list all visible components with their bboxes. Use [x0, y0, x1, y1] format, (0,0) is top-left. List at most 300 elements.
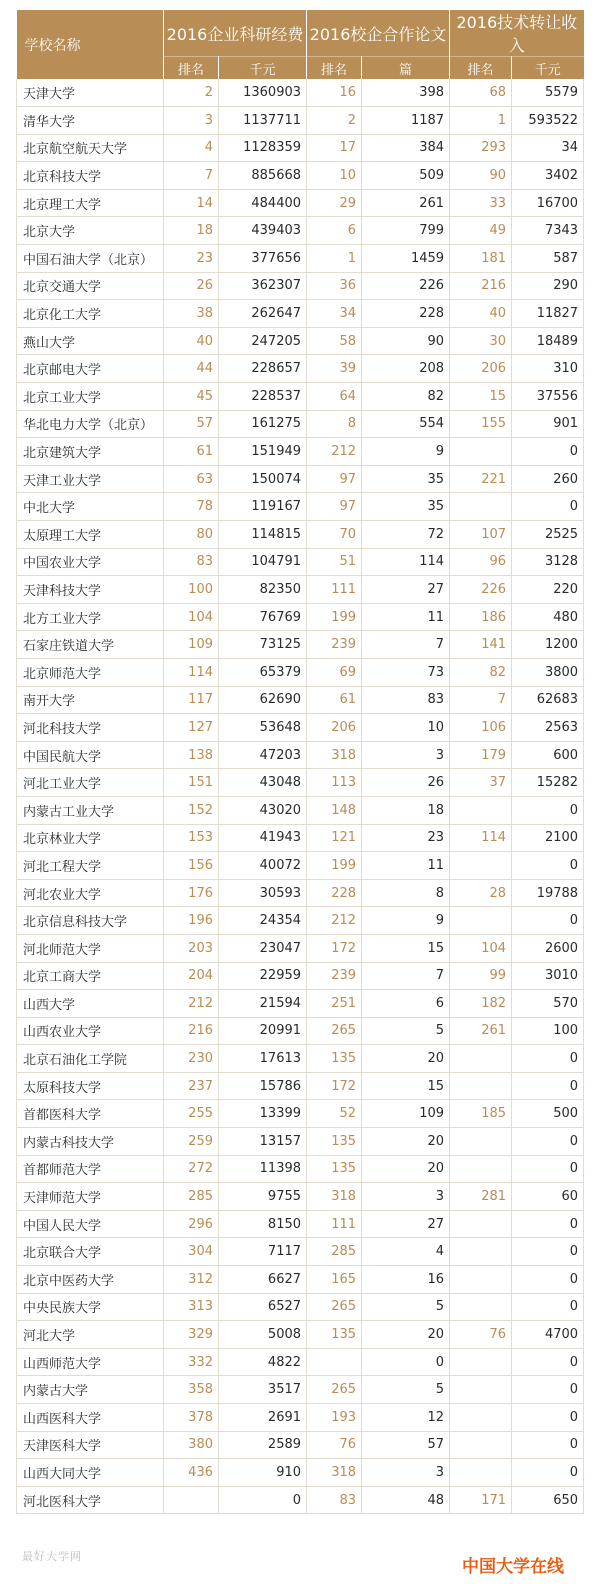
paper-count-cell: 109 — [362, 1100, 450, 1128]
funding-value-cell: 262647 — [219, 300, 307, 328]
paper-rank-cell: 113 — [307, 769, 362, 797]
table-row — [17, 1348, 584, 1376]
funding-value-cell: 7117 — [219, 1238, 307, 1266]
transfer-rank-cell: 185 — [450, 1100, 512, 1128]
table-row — [17, 1293, 584, 1321]
paper-rank-cell: 206 — [307, 714, 362, 742]
paper-count-cell: 20 — [362, 1321, 450, 1349]
funding-rank-cell: 196 — [164, 907, 219, 935]
paper-count-cell: 23 — [362, 824, 450, 852]
funding-rank-cell: 255 — [164, 1100, 219, 1128]
transfer-value-cell: 18489 — [512, 327, 584, 355]
paper-rank-cell: 148 — [307, 796, 362, 824]
header-cooperation-papers: 2016校企合作论文 — [307, 10, 450, 57]
transfer-rank-cell — [450, 1266, 512, 1294]
transfer-rank-cell — [450, 438, 512, 466]
transfer-value-cell: 260 — [512, 465, 584, 493]
transfer-value-cell: 2525 — [512, 521, 584, 549]
table-row — [17, 852, 584, 880]
transfer-value-cell: 19788 — [512, 879, 584, 907]
funding-rank-cell: 61 — [164, 438, 219, 466]
transfer-rank-cell — [450, 1155, 512, 1183]
transfer-value-cell: 500 — [512, 1100, 584, 1128]
funding-value-cell: 0 — [219, 1486, 307, 1514]
funding-rank-cell: 44 — [164, 355, 219, 383]
paper-count-cell: 228 — [362, 300, 450, 328]
transfer-rank-cell: 181 — [450, 245, 512, 273]
paper-count-cell: 83 — [362, 686, 450, 714]
transfer-value-cell: 600 — [512, 741, 584, 769]
transfer-value-cell: 62683 — [512, 686, 584, 714]
paper-rank-cell: 111 — [307, 576, 362, 604]
transfer-value-cell: 290 — [512, 272, 584, 300]
school-name-cell: 北京中医药大学 — [17, 1266, 164, 1294]
transfer-rank-cell: 261 — [450, 1017, 512, 1045]
paper-count-cell: 7 — [362, 962, 450, 990]
transfer-value-cell: 0 — [512, 1376, 584, 1404]
funding-rank-cell: 7 — [164, 162, 219, 190]
paper-count-cell: 27 — [362, 1210, 450, 1238]
transfer-rank-cell: 1 — [450, 107, 512, 135]
funding-rank-cell: 378 — [164, 1404, 219, 1432]
table-row — [17, 576, 584, 604]
funding-rank-cell: 212 — [164, 990, 219, 1018]
school-name-cell: 山西医科大学 — [17, 1404, 164, 1432]
paper-count-cell: 799 — [362, 217, 450, 245]
transfer-rank-cell: 99 — [450, 962, 512, 990]
school-name-cell: 山西大同大学 — [17, 1459, 164, 1487]
paper-rank-cell: 36 — [307, 272, 362, 300]
table-row — [17, 631, 584, 659]
funding-value-cell: 17613 — [219, 1045, 307, 1073]
funding-rank-cell: 109 — [164, 631, 219, 659]
paper-count-cell: 3 — [362, 1459, 450, 1487]
transfer-value-cell: 3010 — [512, 962, 584, 990]
school-name-cell: 天津科技大学 — [17, 576, 164, 604]
funding-rank-cell: 237 — [164, 1072, 219, 1100]
funding-rank-cell: 204 — [164, 962, 219, 990]
table-row — [17, 741, 584, 769]
table-row — [17, 1072, 584, 1100]
transfer-value-cell: 0 — [512, 1072, 584, 1100]
transfer-value-cell: 0 — [512, 1128, 584, 1156]
school-name-cell: 北京石油化工学院 — [17, 1045, 164, 1073]
table-row — [17, 1321, 584, 1349]
paper-rank-cell: 165 — [307, 1266, 362, 1294]
funding-value-cell: 9755 — [219, 1183, 307, 1211]
transfer-value-cell: 1200 — [512, 631, 584, 659]
transfer-rank-cell — [450, 493, 512, 521]
transfer-rank-cell — [450, 907, 512, 935]
school-name-cell: 北京师范大学 — [17, 658, 164, 686]
funding-value-cell: 114815 — [219, 521, 307, 549]
brand-logo: 中国大学在线 — [462, 1557, 564, 1577]
table-row — [17, 1100, 584, 1128]
school-name-cell: 河北医科大学 — [17, 1486, 164, 1514]
funding-value-cell: 43048 — [219, 769, 307, 797]
funding-rank-cell: 3 — [164, 107, 219, 135]
transfer-rank-cell: 96 — [450, 548, 512, 576]
paper-rank-cell: 97 — [307, 465, 362, 493]
paper-rank-cell: 251 — [307, 990, 362, 1018]
school-name-cell: 山西大学 — [17, 990, 164, 1018]
funding-rank-cell: 313 — [164, 1293, 219, 1321]
transfer-rank-cell: 40 — [450, 300, 512, 328]
transfer-value-cell: 60 — [512, 1183, 584, 1211]
table-row — [17, 1459, 584, 1487]
transfer-value-cell: 3402 — [512, 162, 584, 190]
funding-rank-cell: 304 — [164, 1238, 219, 1266]
paper-rank-cell: 212 — [307, 438, 362, 466]
paper-count-cell: 35 — [362, 465, 450, 493]
table-row — [17, 1376, 584, 1404]
transfer-value-cell: 100 — [512, 1017, 584, 1045]
table-header — [17, 10, 584, 79]
funding-value-cell: 30593 — [219, 879, 307, 907]
funding-value-cell: 43020 — [219, 796, 307, 824]
paper-count-cell: 27 — [362, 576, 450, 604]
funding-value-cell: 20991 — [219, 1017, 307, 1045]
transfer-rank-cell: 141 — [450, 631, 512, 659]
funding-value-cell: 119167 — [219, 493, 307, 521]
paper-count-cell: 10 — [362, 714, 450, 742]
transfer-rank-cell: 49 — [450, 217, 512, 245]
funding-rank-cell: 176 — [164, 879, 219, 907]
funding-value-cell: 1137711 — [219, 107, 307, 135]
transfer-rank-cell: 186 — [450, 603, 512, 631]
paper-rank-cell: 64 — [307, 383, 362, 411]
school-name-cell: 河北科技大学 — [17, 714, 164, 742]
paper-count-cell: 12 — [362, 1404, 450, 1432]
paper-rank-cell: 111 — [307, 1210, 362, 1238]
school-name-cell: 华北电力大学（北京） — [17, 410, 164, 438]
school-name-cell: 天津工业大学 — [17, 465, 164, 493]
funding-value-cell: 40072 — [219, 852, 307, 880]
paper-count-cell: 57 — [362, 1431, 450, 1459]
paper-rank-cell: 69 — [307, 658, 362, 686]
funding-value-cell: 65379 — [219, 658, 307, 686]
table-row — [17, 1017, 584, 1045]
paper-count-cell: 15 — [362, 934, 450, 962]
school-name-cell: 河北工程大学 — [17, 852, 164, 880]
paper-count-cell: 11 — [362, 603, 450, 631]
paper-rank-cell: 199 — [307, 603, 362, 631]
paper-rank-cell: 135 — [307, 1321, 362, 1349]
paper-rank-cell: 97 — [307, 493, 362, 521]
table-row — [17, 1238, 584, 1266]
funding-value-cell: 1128359 — [219, 134, 307, 162]
paper-rank-cell: 135 — [307, 1045, 362, 1073]
transfer-rank-cell: 90 — [450, 162, 512, 190]
funding-value-cell: 21594 — [219, 990, 307, 1018]
table-body — [17, 79, 584, 1514]
school-name-cell: 天津大学 — [17, 79, 164, 107]
school-name-cell: 天津师范大学 — [17, 1183, 164, 1211]
paper-rank-cell: 265 — [307, 1017, 362, 1045]
paper-count-cell: 226 — [362, 272, 450, 300]
paper-count-cell: 3 — [362, 1183, 450, 1211]
table-row — [17, 493, 584, 521]
funding-rank-cell: 117 — [164, 686, 219, 714]
funding-rank-cell: 45 — [164, 383, 219, 411]
paper-rank-cell: 52 — [307, 1100, 362, 1128]
school-name-cell: 内蒙古科技大学 — [17, 1128, 164, 1156]
transfer-value-cell: 220 — [512, 576, 584, 604]
funding-value-cell: 13157 — [219, 1128, 307, 1156]
paper-count-cell: 73 — [362, 658, 450, 686]
paper-rank-cell: 121 — [307, 824, 362, 852]
school-name-cell: 太原科技大学 — [17, 1072, 164, 1100]
table-row — [17, 824, 584, 852]
funding-value-cell: 23047 — [219, 934, 307, 962]
school-name-cell: 北京科技大学 — [17, 162, 164, 190]
funding-value-cell: 24354 — [219, 907, 307, 935]
school-name-cell: 中北大学 — [17, 493, 164, 521]
transfer-value-cell: 587 — [512, 245, 584, 273]
table-row — [17, 1486, 584, 1514]
transfer-rank-cell: 15 — [450, 383, 512, 411]
table-row — [17, 189, 584, 217]
paper-rank-cell: 172 — [307, 934, 362, 962]
funding-value-cell: 1360903 — [219, 79, 307, 107]
transfer-value-cell: 593522 — [512, 107, 584, 135]
funding-value-cell: 8150 — [219, 1210, 307, 1238]
funding-rank-cell: 63 — [164, 465, 219, 493]
paper-count-cell: 5 — [362, 1293, 450, 1321]
funding-rank-cell: 57 — [164, 410, 219, 438]
paper-count-cell: 11 — [362, 852, 450, 880]
table-row — [17, 521, 584, 549]
transfer-rank-cell: 104 — [450, 934, 512, 962]
paper-rank-cell: 17 — [307, 134, 362, 162]
subheader-unit: 千元 — [219, 57, 307, 80]
paper-rank-cell: 239 — [307, 631, 362, 659]
school-name-cell: 北京信息科技大学 — [17, 907, 164, 935]
transfer-value-cell: 0 — [512, 493, 584, 521]
transfer-rank-cell: 281 — [450, 1183, 512, 1211]
funding-value-cell: 3517 — [219, 1376, 307, 1404]
paper-rank-cell: 51 — [307, 548, 362, 576]
paper-count-cell: 5 — [362, 1017, 450, 1045]
transfer-value-cell: 0 — [512, 438, 584, 466]
paper-count-cell: 26 — [362, 769, 450, 797]
transfer-rank-cell — [450, 1293, 512, 1321]
paper-count-cell: 18 — [362, 796, 450, 824]
transfer-value-cell: 310 — [512, 355, 584, 383]
school-name-cell: 清华大学 — [17, 107, 164, 135]
transfer-value-cell: 0 — [512, 852, 584, 880]
transfer-value-cell: 2100 — [512, 824, 584, 852]
table-row — [17, 134, 584, 162]
funding-value-cell: 2691 — [219, 1404, 307, 1432]
table-row — [17, 907, 584, 935]
transfer-value-cell: 570 — [512, 990, 584, 1018]
table-row — [17, 603, 584, 631]
paper-rank-cell: 265 — [307, 1376, 362, 1404]
transfer-value-cell: 0 — [512, 1459, 584, 1487]
transfer-rank-cell — [450, 1404, 512, 1432]
transfer-value-cell: 37556 — [512, 383, 584, 411]
table-row — [17, 355, 584, 383]
paper-count-cell: 8 — [362, 879, 450, 907]
paper-rank-cell: 70 — [307, 521, 362, 549]
paper-rank-cell: 39 — [307, 355, 362, 383]
school-name-cell: 北京邮电大学 — [17, 355, 164, 383]
transfer-rank-cell: 171 — [450, 1486, 512, 1514]
table-row — [17, 79, 584, 107]
paper-count-cell: 16 — [362, 1266, 450, 1294]
watermark-logo: 最好大学网 — [22, 1550, 82, 1563]
transfer-value-cell: 7343 — [512, 217, 584, 245]
paper-rank-cell: 6 — [307, 217, 362, 245]
funding-rank-cell: 26 — [164, 272, 219, 300]
school-name-cell: 首都医科大学 — [17, 1100, 164, 1128]
funding-rank-cell: 78 — [164, 493, 219, 521]
funding-value-cell: 47203 — [219, 741, 307, 769]
transfer-rank-cell — [450, 1376, 512, 1404]
paper-rank-cell: 135 — [307, 1128, 362, 1156]
paper-rank-cell: 10 — [307, 162, 362, 190]
paper-rank-cell: 29 — [307, 189, 362, 217]
table-row — [17, 107, 584, 135]
funding-rank-cell: 152 — [164, 796, 219, 824]
table-row — [17, 1183, 584, 1211]
transfer-value-cell: 5579 — [512, 79, 584, 107]
funding-value-cell: 150074 — [219, 465, 307, 493]
table-row — [17, 548, 584, 576]
funding-value-cell: 82350 — [219, 576, 307, 604]
paper-count-cell: 20 — [362, 1155, 450, 1183]
transfer-value-cell: 650 — [512, 1486, 584, 1514]
transfer-rank-cell — [450, 1348, 512, 1376]
school-name-cell: 北京交通大学 — [17, 272, 164, 300]
transfer-rank-cell: 107 — [450, 521, 512, 549]
school-name-cell: 北京航空航天大学 — [17, 134, 164, 162]
paper-count-cell: 509 — [362, 162, 450, 190]
transfer-rank-cell — [450, 1072, 512, 1100]
table-row — [17, 465, 584, 493]
transfer-value-cell: 901 — [512, 410, 584, 438]
funding-rank-cell — [164, 1486, 219, 1514]
school-name-cell: 中央民族大学 — [17, 1293, 164, 1321]
paper-count-cell: 15 — [362, 1072, 450, 1100]
paper-count-cell: 7 — [362, 631, 450, 659]
subheader-rank: 排名 — [307, 57, 362, 80]
transfer-value-cell: 3128 — [512, 548, 584, 576]
funding-rank-cell: 40 — [164, 327, 219, 355]
school-name-cell: 内蒙古工业大学 — [17, 796, 164, 824]
paper-count-cell: 5 — [362, 1376, 450, 1404]
school-name-cell: 北京工商大学 — [17, 962, 164, 990]
table-row — [17, 990, 584, 1018]
funding-rank-cell: 230 — [164, 1045, 219, 1073]
funding-rank-cell: 259 — [164, 1128, 219, 1156]
paper-count-cell: 261 — [362, 189, 450, 217]
funding-rank-cell: 23 — [164, 245, 219, 273]
school-name-cell: 石家庄铁道大学 — [17, 631, 164, 659]
funding-rank-cell: 114 — [164, 658, 219, 686]
table-row — [17, 1404, 584, 1432]
paper-count-cell: 4 — [362, 1238, 450, 1266]
school-name-cell: 河北农业大学 — [17, 879, 164, 907]
transfer-rank-cell — [450, 1431, 512, 1459]
transfer-value-cell: 4700 — [512, 1321, 584, 1349]
ranking-table — [16, 10, 584, 1514]
table-row — [17, 686, 584, 714]
paper-rank-cell: 34 — [307, 300, 362, 328]
transfer-rank-cell: 216 — [450, 272, 512, 300]
school-name-cell: 中国农业大学 — [17, 548, 164, 576]
table-row — [17, 879, 584, 907]
funding-rank-cell: 80 — [164, 521, 219, 549]
funding-rank-cell: 100 — [164, 576, 219, 604]
school-name-cell: 北京建筑大学 — [17, 438, 164, 466]
paper-count-cell: 9 — [362, 438, 450, 466]
transfer-rank-cell — [450, 1459, 512, 1487]
transfer-value-cell: 0 — [512, 1404, 584, 1432]
funding-rank-cell: 156 — [164, 852, 219, 880]
funding-value-cell: 377656 — [219, 245, 307, 273]
funding-value-cell: 484400 — [219, 189, 307, 217]
paper-rank-cell: 61 — [307, 686, 362, 714]
transfer-rank-cell: 179 — [450, 741, 512, 769]
table-row — [17, 1266, 584, 1294]
funding-value-cell: 247205 — [219, 327, 307, 355]
table-row — [17, 962, 584, 990]
transfer-rank-cell: 68 — [450, 79, 512, 107]
funding-rank-cell: 216 — [164, 1017, 219, 1045]
paper-count-cell: 384 — [362, 134, 450, 162]
paper-rank-cell: 265 — [307, 1293, 362, 1321]
funding-rank-cell: 285 — [164, 1183, 219, 1211]
paper-count-cell: 20 — [362, 1128, 450, 1156]
paper-count-cell: 48 — [362, 1486, 450, 1514]
school-name-cell: 北京工业大学 — [17, 383, 164, 411]
paper-count-cell: 9 — [362, 907, 450, 935]
paper-rank-cell: 58 — [307, 327, 362, 355]
transfer-rank-cell: 114 — [450, 824, 512, 852]
transfer-rank-cell — [450, 796, 512, 824]
school-name-cell: 南开大学 — [17, 686, 164, 714]
transfer-rank-cell — [450, 1128, 512, 1156]
table-row — [17, 217, 584, 245]
transfer-rank-cell: 37 — [450, 769, 512, 797]
funding-value-cell: 62690 — [219, 686, 307, 714]
paper-rank-cell: 172 — [307, 1072, 362, 1100]
paper-rank-cell: 83 — [307, 1486, 362, 1514]
table-row — [17, 245, 584, 273]
school-name-cell: 中国人民大学 — [17, 1210, 164, 1238]
transfer-value-cell: 2563 — [512, 714, 584, 742]
funding-rank-cell: 380 — [164, 1431, 219, 1459]
school-name-cell: 山西农业大学 — [17, 1017, 164, 1045]
transfer-value-cell: 0 — [512, 1266, 584, 1294]
table-row — [17, 383, 584, 411]
funding-rank-cell: 18 — [164, 217, 219, 245]
transfer-rank-cell — [450, 1210, 512, 1238]
transfer-value-cell: 15282 — [512, 769, 584, 797]
paper-count-cell: 20 — [362, 1045, 450, 1073]
transfer-rank-cell: 30 — [450, 327, 512, 355]
funding-rank-cell: 151 — [164, 769, 219, 797]
paper-rank-cell: 76 — [307, 1431, 362, 1459]
transfer-value-cell: 0 — [512, 1045, 584, 1073]
funding-rank-cell: 38 — [164, 300, 219, 328]
transfer-value-cell: 3800 — [512, 658, 584, 686]
transfer-value-cell: 0 — [512, 1348, 584, 1376]
table-row — [17, 438, 584, 466]
header-school-name: 学校名称 — [17, 10, 164, 79]
